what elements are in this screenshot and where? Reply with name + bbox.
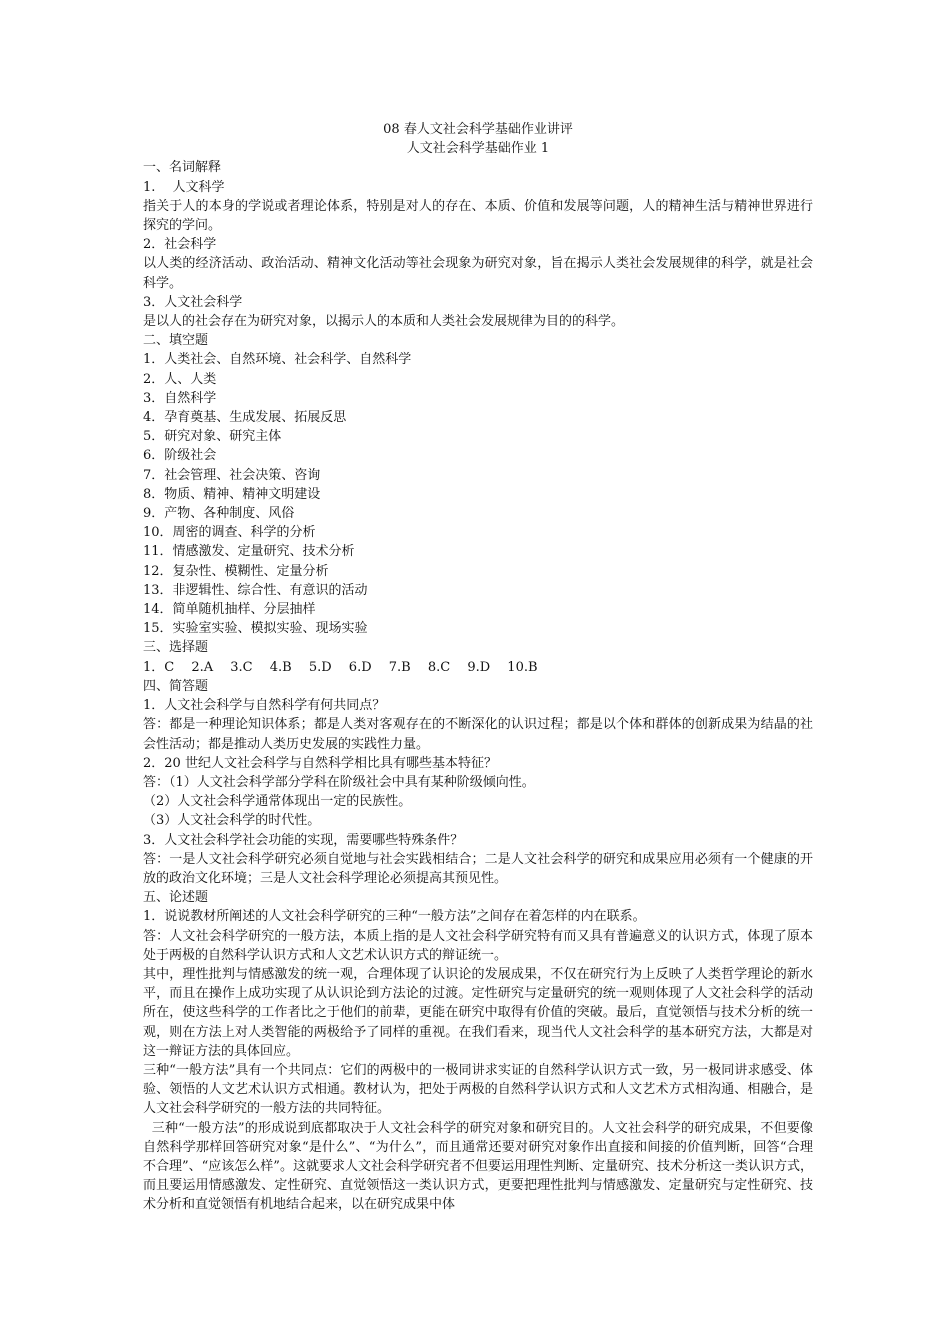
document-line: 三种“一般方法”的形成说到底都取决于人文社会科学的研究对象和研究目的。人文社会科学的研究成果，不但要像自然科学那样回答研究对象“是什么”、“为什么”，而且通常还要对研究对象作出直接和间接的价值判断，回答“合理不合理”、“应该怎么样”。这就要求人文社会科学研究者不但要运用理性判断、定量研究、技术分析这一类认识方式，而且要运用情感激发、定性研究、直觉领悟这一类认识方式，更要把理性批判与情感激发、定量研究与定性研究、技术分析和直觉领悟有机地结合起来，以在研究成果中体 [143, 1120, 814, 1213]
document-line: 四、简答题 [143, 678, 209, 694]
document-line: 2．20 世纪人文社会科学与自然科学相比具有哪些基本特征？ [143, 755, 497, 771]
document-line: 五、论述题 [143, 890, 209, 906]
document-line: 6．阶级社会 [143, 448, 217, 464]
document-line: 二、填空题 [143, 333, 209, 349]
document-line: 2．社会科学 [143, 237, 217, 253]
document-line: 其中，理性批判与情感激发的统一观，合理体现了认识论的发展成果，不仅在研究行为上反映了人类哲学理论的新水平，而且在操作上成功实现了从认识论到方法论的过渡。定性研究与定量研究的统一观则体现了人文社会科学的活动所在，使这些科学的工作者比之于他们的前辈，更能在研究中取得有价值的突破。最后，直觉领悟与技术分析的统一观，则在方法上对人类智能的两极给予了同样的重视。在我们看来，现当代人文社会科学的基本研究方法，大都是对这一辩证方法的具体回应。 [143, 966, 813, 1059]
document-line: 12．复杂性、模糊性、定量分析 [143, 563, 329, 579]
document-subtitle: 人文社会科学基础作业 1 [406, 141, 550, 157]
document-line: 是以人的社会存在为研究对象，以揭示人的本质和人类社会发展规律为目的的科学。 [143, 314, 625, 330]
document-line: 2．人、人类 [143, 371, 217, 387]
document-line: （2）人文社会科学通常体现出一定的民族性。 [143, 794, 412, 810]
document-line: 9．产物、各种制度、风俗 [143, 506, 295, 522]
document-line: 指关于人的本身的学说或者理论体系，特别是对人的存在、本质、价值和发展等问题，人的精神生活与精神世界进行探究的学问。 [143, 198, 813, 234]
document-line: 7．社会管理、社会决策、咨询 [143, 467, 321, 483]
document-line: 答：一是人文社会科学研究必须自觉地与社会实践相结合；二是人文社会科学的研究和成果应用必须有一个健康的开放的政治文化环境；三是人文社会科学理论必须提高其预见性。 [143, 851, 813, 886]
document-line: 11．情感激发、定量研究、技术分析 [143, 544, 355, 560]
document-line: 答：（1）人文社会科学部分学科在阶级社会中具有某种阶级倾向性。 [143, 774, 535, 790]
document-line: 5．研究对象、研究主体 [143, 429, 282, 445]
document-line: 1．C 2.A 3.C 4.B 5.D 6.D 7.B 8.C 9.D 10.B [143, 659, 538, 675]
document-line: （3）人文社会科学的时代性。 [143, 813, 321, 829]
document-lines [143, 158, 813, 1214]
document-line: 13．非逻辑性、综合性、有意识的活动 [143, 582, 368, 598]
document-line: 答：都是一种理论知识体系；都是人类对客观存在的不断深化的认识过程；都是以个体和群体的创新成果为结晶的社会性活动；都是推动人类历史发展的实践性力量。 [143, 717, 813, 752]
document-body [143, 120, 813, 1215]
document-line: 一、名词解释 [143, 160, 222, 176]
document-line: 三、选择题 [143, 640, 209, 656]
document-line: 3．自然科学 [143, 390, 217, 406]
document-line: 1．人类社会、自然环境、社会科学、自然科学 [143, 352, 412, 368]
document-line: 15．实验室实验、模拟实验、现场实验 [143, 621, 368, 637]
document-line: 1. 人文科学 [143, 179, 225, 195]
document-line: 1．说说教材所阐述的人文社会科学研究的三种“一般方法”之间存在着怎样的内在联系。 [143, 909, 646, 925]
document-line: 1．人文社会科学与自然科学有何共同点？ [143, 698, 386, 714]
document-line: 10．周密的调查、科学的分析 [143, 525, 316, 541]
document-line: 3．人文社会科学社会功能的实现，需要哪些特殊条件？ [143, 832, 464, 848]
document-line: 8．物质、精神、精神文明建设 [143, 486, 321, 502]
document-line: 3．人文社会科学 [143, 294, 243, 310]
document-title: 08 春人文社会科学基础作业讲评 [383, 122, 573, 137]
document-line: 三种“一般方法”具有一个共同点：它们的两极中的一极同讲求实证的自然科学认识方式一致，另一极同讲求感受、体验、领悟的人文艺术认识方式相通。教材认为，把处于两极的自然科学认识方式和人文艺术方式相沟通、相融合，是人文社会科学研究的一般方法的共同特征。 [143, 1062, 813, 1117]
document-line: 4．孕育奠基、生成发展、拓展反思 [143, 410, 347, 426]
document-line: 答：人文社会科学研究的一般方法，本质上指的是人文社会科学研究特有而又具有普遍意义的认识方式，体现了原本处于两极的自然科学认识方式和人文艺术认识方式的辩证统一。 [143, 928, 813, 963]
document-line: 14．简单随机抽样、分层抽样 [143, 602, 316, 618]
document-line: 以人类的经济活动、政治活动、精神文化活动等社会现象为研究对象，旨在揭示人类社会发展规律的科学，就是社会科学。 [143, 256, 813, 291]
